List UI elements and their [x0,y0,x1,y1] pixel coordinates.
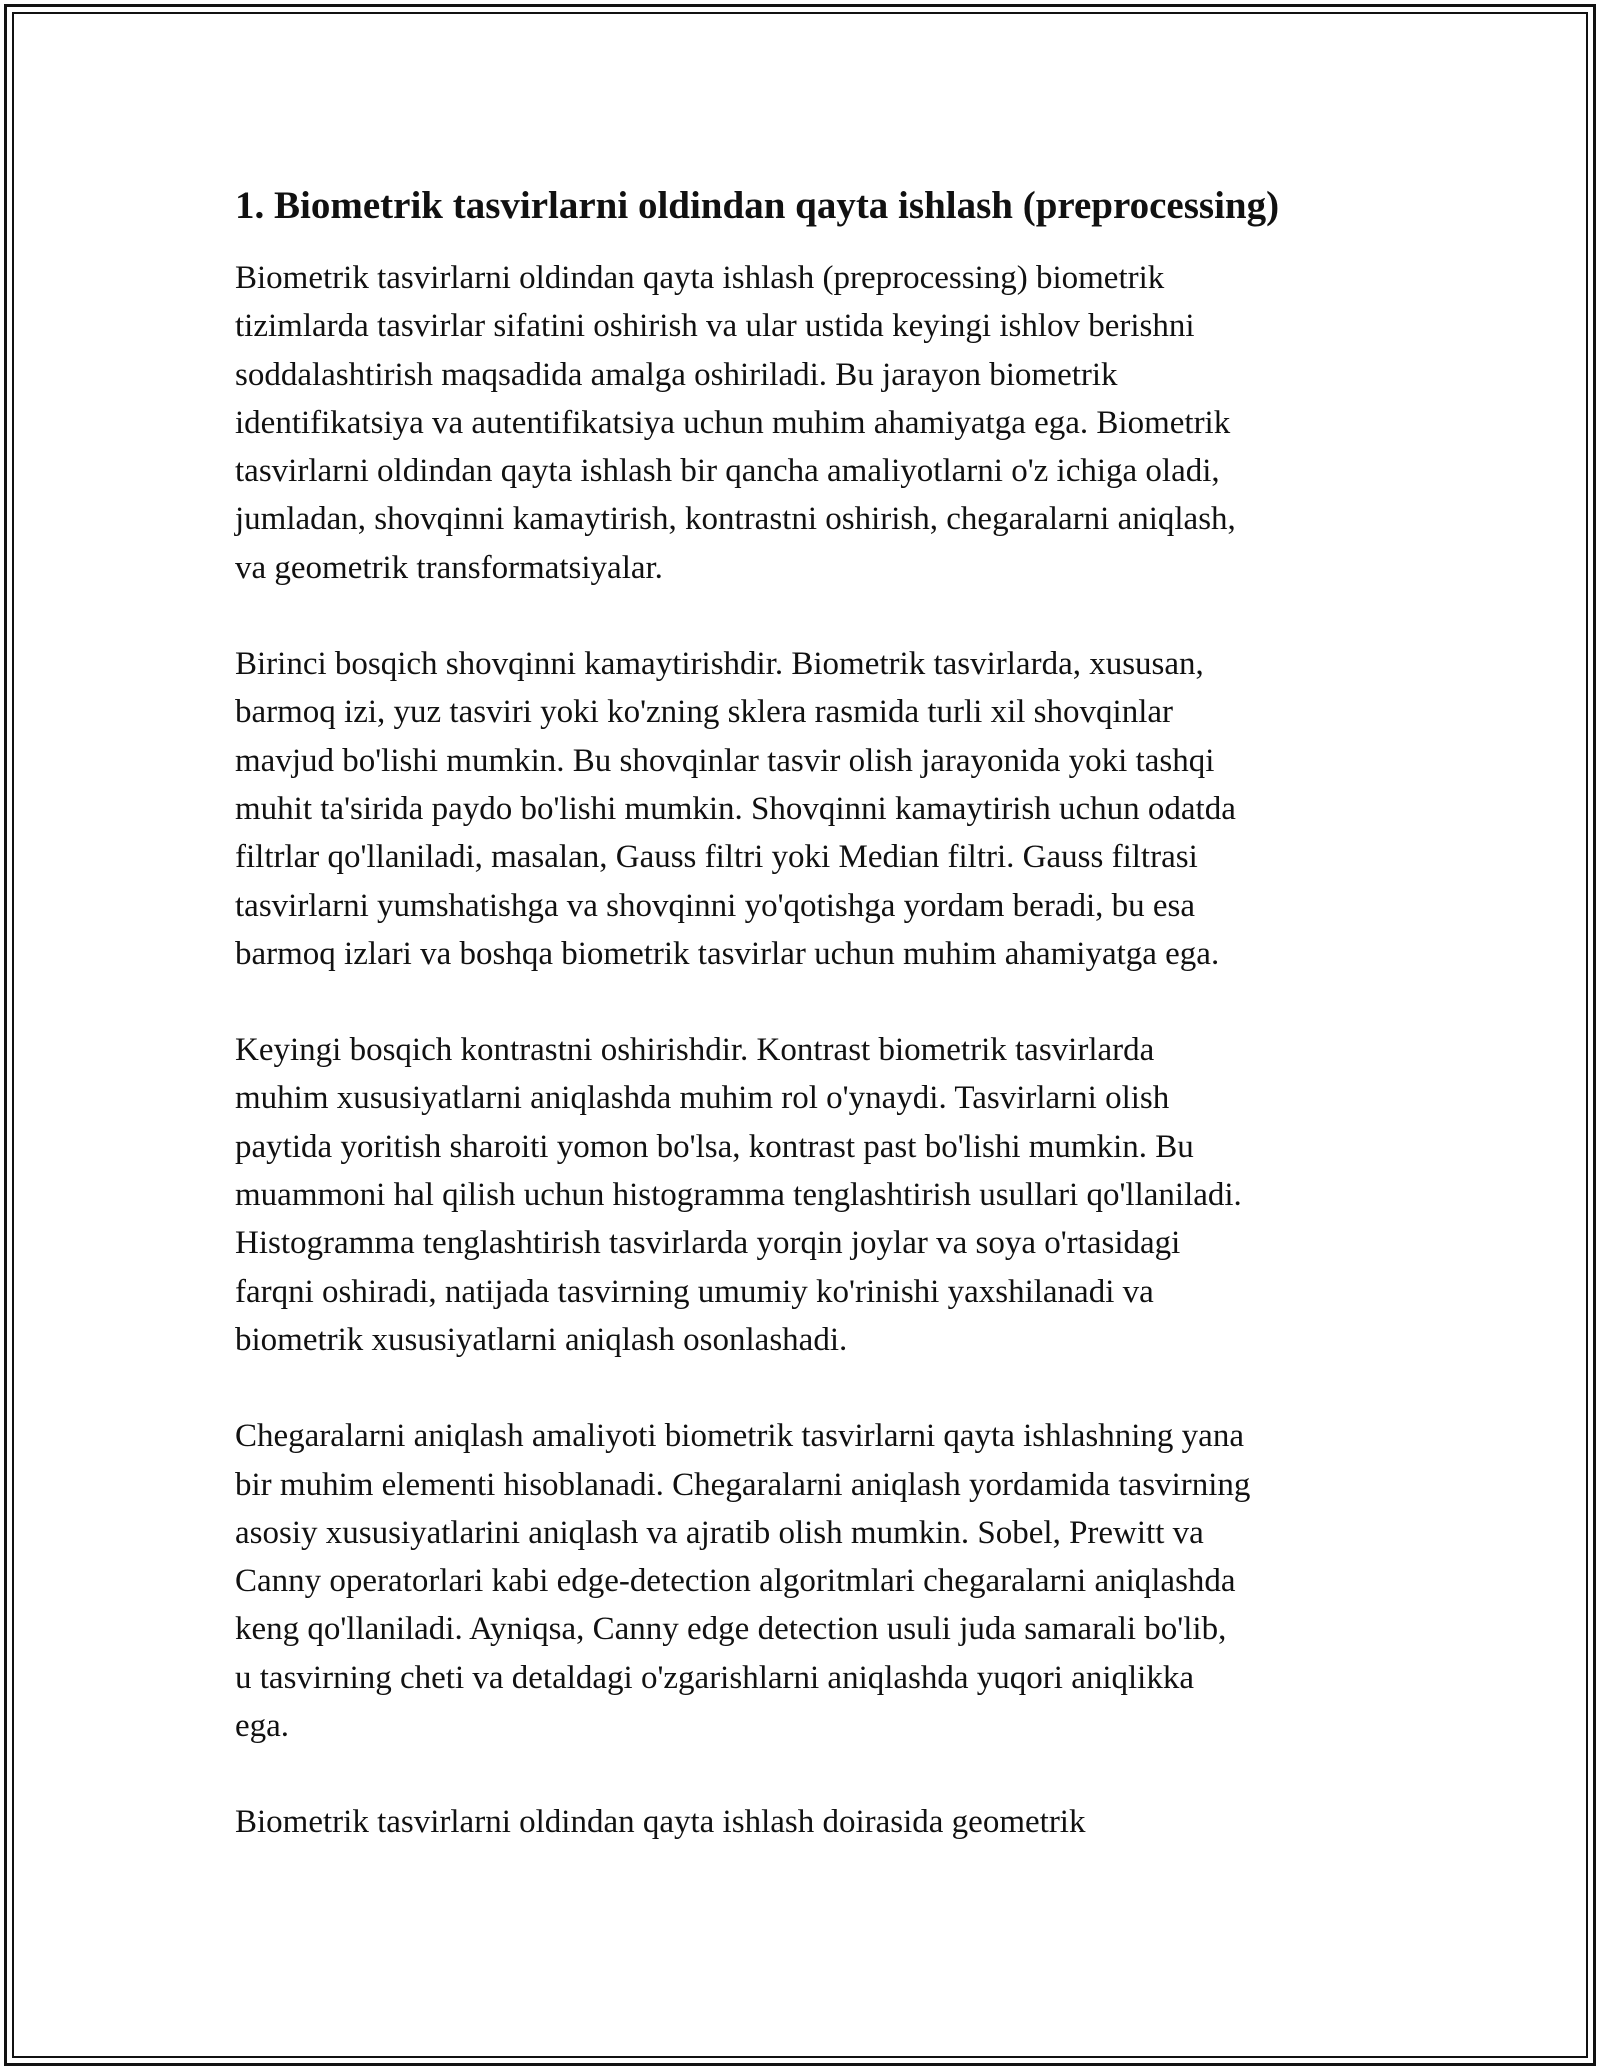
text-line: barmoq izlari va boshqa biometrik tasvirlar uchun muhim ahamiyatga ega. [235,935,1220,972]
document-body [235,180,1375,1895]
text-line: va geometrik transformatsiyalar. [235,549,663,586]
paragraph-geometric [235,1798,1375,1846]
text-line: muhim xususiyatlarni aniqlashda muhim rol o'ynaydi. Tasvirlarni olish [235,1080,1170,1117]
text-line: muhit ta'sirida paydo bo'lishi mumkin. Shovqinni kamaytirish uchun odatda [235,790,1236,827]
text-line: Chegaralarni aniqlash amaliyoti biometrik tasvirlarni qayta ishlashning yana [235,1418,1244,1455]
text-line: tasvirlarni oldindan qayta ishlash bir qancha amaliyotlarni o'z ichiga oladi, [235,453,1220,490]
section-heading: 1. Biometrik tasvirlarni oldindan qayta ishlash (preprocessing) [235,184,1280,227]
paragraph-noise-reduction [235,640,1375,978]
text-line: keng qo'llaniladi. Ayniqsa, Canny edge detection usuli juda samarali bo'lib, [235,1611,1227,1648]
text-line: filtrlar qo'llaniladi, masalan, Gauss filtri yoki Median filtri. Gauss filtrasi [235,839,1198,876]
text-line: barmoq izi, yuz tasviri yoki ko'zning sklera rasmida turli xil shovqinlar [235,694,1174,731]
text-line: farqni oshiradi, natijada tasvirning umumiy ko'rinishi yaxshilanadi va [235,1273,1154,1310]
text-line: soddalashtirish maqsadida amalga oshiriladi. Bu jarayon biometrik [235,356,1118,393]
text-line: asosiy xususiyatlarini aniqlash va ajratib olish mumkin. Sobel, Prewitt va [235,1514,1204,1551]
text-line: Birinci bosqich shovqinni kamaytirishdir. Biometrik tasvirlarda, xususan, [235,646,1204,683]
text-line: muammoni hal qilish uchun histogramma tenglashtirish usullari qo'llaniladi. [235,1177,1242,1214]
text-line: identifikatsiya va autentifikatsiya uchun muhim ahamiyatga ega. Biometrik [235,404,1231,441]
text-line: biometrik xususiyatlarni aniqlash osonlashadi. [235,1321,848,1358]
text-line: bir muhim elementi hisoblanadi. Chegaralarni aniqlash yordamida tasvirning [235,1466,1251,1503]
text-line: Biometrik tasvirlarni oldindan qayta ishlash (preprocessing) biometrik [235,260,1165,296]
text-line: Canny operatorlari kabi edge-detection algoritmlari chegaralarni aniqlashda [235,1563,1236,1600]
text-line: paytida yoritish sharoiti yomon bo'lsa, kontrast past bo'lishi mumkin. Bu [235,1128,1194,1165]
text-line: jumladan, shovqinni kamaytirish, kontrastni oshirish, chegaralarni aniqlash, [235,501,1236,538]
text-line: tasvirlarni yumshatishga va shovqinni yo'qotishga yordam beradi, bu esa [235,887,1196,924]
paragraph-edge-detection [235,1412,1375,1750]
text-line: tizimlarda tasvirlar sifatini oshirish va ular ustida keyingi ishlov berishni [235,308,1195,345]
paragraph-intro [235,254,1375,592]
text-line: Biometrik tasvirlarni oldindan qayta ishlash doirasida geometrik [235,1804,1086,1841]
text-line: mavjud bo'lishi mumkin. Bu shovqinlar tasvir olish jarayonida yoki tashqi [235,742,1215,779]
text-line: ega. [235,1708,290,1745]
text-line: Histogramma tenglashtirish tasvirlarda yorqin joylar va soya o'rtasidagi [235,1225,1181,1262]
text-line: u tasvirning cheti va detaldagi o'zgarishlarni aniqlashda yuqori aniqlikka [235,1659,1194,1696]
text-line: Keyingi bosqich kontrastni oshirishdir. Kontrast biometrik tasvirlarda [235,1032,1155,1069]
paragraph-contrast [235,1026,1375,1364]
